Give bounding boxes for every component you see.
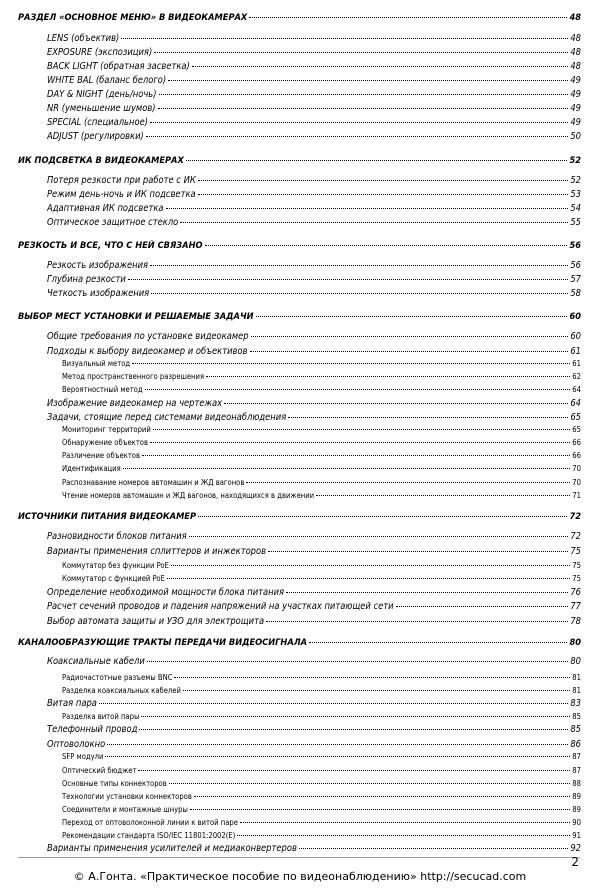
toc-entry-page: 89 [572, 805, 581, 814]
toc-entry-title: Адаптивная ИК подсветка [47, 203, 164, 214]
footer-divider [18, 857, 580, 858]
toc-entry[interactable] [47, 260, 581, 271]
toc-entry-page: 48 [570, 61, 581, 72]
toc-entry-page: 92 [570, 843, 581, 854]
toc-entry[interactable] [62, 766, 581, 775]
toc-entry[interactable] [47, 616, 581, 627]
toc-entry-title: Изображение видеокамер на чертежах [47, 398, 223, 409]
toc-dot-leader [192, 66, 569, 67]
toc-entry-title: Четкость изображения [47, 288, 150, 299]
toc-dot-leader [240, 822, 570, 823]
toc-entry-title: Рекомендации стандарта ISO/IEC 11801:2002(E) [62, 831, 236, 840]
toc-dot-leader [121, 38, 568, 39]
toc-dot-leader [150, 265, 568, 266]
toc-entry[interactable] [62, 831, 581, 840]
toc-entry-page: 81 [572, 673, 581, 682]
toc-entry[interactable] [18, 12, 581, 23]
toc-entry-page: 50 [570, 131, 581, 142]
toc-entry-page: 64 [572, 385, 581, 394]
toc-entry-title: Радиочастотные разъемы BNC [62, 673, 173, 682]
toc-dot-leader [167, 578, 570, 579]
toc-dot-leader [251, 336, 569, 337]
toc-entry-page: 48 [569, 12, 581, 23]
toc-entry[interactable] [62, 805, 581, 814]
toc-entry[interactable] [47, 61, 581, 72]
toc-dot-leader [166, 208, 569, 209]
toc-entry[interactable] [18, 637, 581, 648]
toc-entry-page: 70 [572, 478, 581, 487]
toc-entry[interactable] [47, 288, 581, 299]
toc-dot-leader [198, 194, 569, 195]
toc-entry-title: BACK LIGHT (обратная засветка) [47, 61, 190, 72]
toc-entry-title: ИСТОЧНИКИ ПИТАНИЯ ВИДЕОКАМЕР [18, 511, 196, 522]
toc-entry-title: NR (уменьшение шумов) [47, 103, 156, 114]
page-number: 2 [571, 855, 579, 869]
toc-dot-leader [158, 108, 569, 109]
toc-dot-leader [142, 455, 570, 456]
toc-dot-leader [183, 690, 570, 691]
toc-entry[interactable] [47, 724, 581, 735]
toc-dot-leader [224, 403, 568, 404]
toc-entry[interactable] [18, 240, 581, 251]
toc-entry-page: 70 [572, 464, 581, 473]
toc-entry-page: 66 [572, 438, 581, 447]
toc-entry-title: ИК ПОДСВЕТКА В ВИДЕОКАМЕРАХ [18, 155, 184, 166]
toc-entry-title: Общие требования по установке видеокамер [47, 331, 249, 342]
toc-entry-page: 56 [569, 240, 581, 251]
toc-dot-leader [132, 363, 570, 364]
toc-dot-leader [246, 482, 570, 483]
toc-dot-leader [146, 136, 569, 137]
toc-entry[interactable] [62, 385, 581, 394]
toc-entry[interactable] [47, 531, 581, 542]
toc-entry-page: 49 [570, 89, 581, 100]
toc-entry-page: 87 [572, 752, 581, 761]
toc-dot-leader [145, 389, 571, 390]
toc-entry-title: Варианты применения сплиттеров и инжекторов [47, 546, 267, 557]
toc-entry[interactable] [62, 712, 581, 721]
toc-entry[interactable] [47, 75, 581, 86]
toc-entry-page: 81 [572, 686, 581, 695]
toc-entry[interactable] [62, 792, 581, 801]
toc-entry[interactable] [62, 818, 581, 827]
toc-entry-page: 72 [570, 531, 581, 542]
toc-entry[interactable] [47, 47, 581, 58]
toc-entry-title: Определение необходимой мощности блока питания [47, 587, 285, 598]
toc-entry[interactable] [47, 217, 581, 228]
toc-dot-leader [123, 468, 571, 469]
toc-dot-leader [105, 756, 570, 757]
toc-entry-title: Распознавание номеров автомашин и ЖД вагонов [62, 478, 245, 487]
toc-entry-title: Различение объектов [62, 451, 141, 460]
toc-entry-page: 71 [572, 491, 581, 500]
toc-entry[interactable] [47, 203, 581, 214]
toc-dot-leader [194, 796, 570, 797]
toc-dot-leader [153, 429, 570, 430]
toc-dot-leader [150, 442, 570, 443]
toc-entry-page: 49 [570, 75, 581, 86]
toc-entry[interactable] [47, 398, 581, 409]
toc-entry[interactable] [62, 686, 581, 695]
toc-entry[interactable] [62, 425, 581, 434]
toc-entry[interactable] [62, 438, 581, 447]
toc-entry-page: 48 [570, 33, 581, 44]
toc-entry-title: Оптоволокно [47, 739, 106, 750]
toc-dot-leader [174, 677, 570, 678]
toc-dot-leader [171, 565, 570, 566]
toc-entry[interactable] [62, 673, 581, 682]
toc-dot-leader [299, 848, 568, 849]
toc-entry-title: Режим день-ночь и ИК подсветка [47, 189, 196, 200]
toc-entry[interactable] [47, 739, 581, 750]
toc-entry-title: КАНАЛООБРАЗУЮЩИЕ ТРАКТЫ ПЕРЕДАЧИ ВИДЕОСИГНАЛА [18, 637, 307, 648]
toc-entry-page: 52 [569, 155, 581, 166]
toc-entry-title: Вероятностный метод [62, 385, 143, 394]
toc-entry[interactable] [62, 451, 581, 460]
toc-entry-title: Идентификация [62, 464, 121, 473]
toc-entry[interactable] [47, 412, 581, 423]
toc-dot-leader [180, 222, 568, 223]
toc-entry[interactable] [47, 656, 581, 667]
toc-entry[interactable] [47, 89, 581, 100]
toc-dot-leader [128, 279, 569, 280]
toc-entry-title: Расчет сечений проводов и падения напряжений на участках питающей сети [47, 601, 394, 612]
toc-entry-title: Мониторинг территорий [62, 425, 151, 434]
toc-entry[interactable] [47, 131, 581, 142]
toc-entry-page: 66 [572, 451, 581, 460]
toc-entry-page: 75 [572, 574, 581, 583]
toc-entry-title: Задачи, стоящие перед системами видеонаблюдения [47, 412, 287, 423]
toc-entry-page: 78 [570, 616, 581, 627]
toc-entry-title: Технологии установки коннекторов [62, 792, 192, 801]
toc-entry-page: 60 [569, 311, 581, 322]
toc-entry-title: Оптическое защитное стекло [47, 217, 179, 228]
toc-entry-title: Метод пространственного разрешения [62, 372, 205, 381]
toc-dot-leader [139, 729, 568, 730]
toc-entry-title: Чтение номеров автомашин и ЖД вагонов, находящихся в движении [62, 491, 315, 500]
toc-entry-title: Подходы к выбору видеокамер и объективов [47, 346, 248, 357]
toc-dot-leader [99, 703, 568, 704]
toc-entry-page: 65 [570, 412, 581, 423]
toc-entry-page: 90 [572, 818, 581, 827]
toc-entry[interactable] [62, 752, 581, 761]
toc-dot-leader [159, 94, 569, 95]
toc-dot-leader [206, 376, 570, 377]
toc-entry-page: 58 [570, 288, 581, 299]
toc-entry-title: Разновидности блоков питания [47, 531, 187, 542]
toc-entry[interactable] [47, 175, 581, 186]
toc-entry-title: Глубина резкости [47, 274, 126, 285]
toc-entry[interactable] [47, 117, 581, 128]
toc-dot-leader [316, 495, 570, 496]
toc-entry-title: Разделка коаксиальных кабелей [62, 686, 181, 695]
toc-dot-leader [138, 770, 570, 771]
toc-entry[interactable] [47, 546, 581, 557]
toc-dot-leader [141, 716, 570, 717]
toc-entry[interactable] [62, 779, 581, 788]
toc-dot-leader [189, 536, 569, 537]
toc-entry-title: SFP модули [62, 752, 104, 761]
toc-entry[interactable] [62, 372, 581, 381]
toc-entry-title: Выбор автомата защиты и УЗО для электрощита [47, 616, 265, 627]
toc-entry-page: 88 [572, 779, 581, 788]
toc-entry-page: 80 [570, 656, 581, 667]
toc-entry-page: 76 [570, 587, 581, 598]
toc-entry[interactable] [62, 574, 581, 583]
toc-dot-leader [154, 52, 568, 53]
toc-entry-title: Резкость изображения [47, 260, 149, 271]
toc-entry[interactable] [62, 359, 581, 368]
toc-entry[interactable] [47, 274, 581, 285]
toc-dot-leader [288, 417, 568, 418]
toc-entry-page: 86 [570, 739, 581, 750]
toc-dot-leader [237, 835, 570, 836]
toc-entry-title: Соединители и монтажные шнуры [62, 805, 188, 814]
toc-entry-page: 62 [572, 372, 581, 381]
toc-entry-title: LENS (объектив) [47, 33, 120, 44]
toc-dot-leader [150, 122, 568, 123]
toc-dot-leader [169, 783, 571, 784]
toc-entry[interactable] [62, 491, 581, 500]
toc-entry[interactable] [47, 103, 581, 114]
toc-entry-title: Варианты применения усилителей и медиаконвертеров [47, 843, 297, 854]
toc-entry-title: Основные типы коннекторов [62, 779, 167, 788]
toc-entry-page: 75 [572, 561, 581, 570]
toc-entry-title: Витая пара [47, 698, 97, 709]
toc-dot-leader [266, 621, 568, 622]
toc-entry[interactable] [47, 601, 581, 612]
toc-dot-leader [205, 245, 568, 246]
toc-entry-page: 75 [570, 546, 581, 557]
toc-entry-page: 77 [570, 601, 581, 612]
toc-entry[interactable] [18, 311, 581, 322]
toc-entry[interactable] [18, 155, 581, 166]
toc-entry-title: Коммутатор без функции PoE [62, 561, 169, 570]
toc-dot-leader [107, 744, 568, 745]
toc-entry-title: EXPOSURE (экспозиция) [47, 47, 153, 58]
toc-entry-page: 60 [570, 331, 581, 342]
toc-entry-page: 65 [572, 425, 581, 434]
toc-dot-leader [268, 551, 568, 552]
toc-entry-page: 53 [570, 189, 581, 200]
toc-entry-page: 57 [570, 274, 581, 285]
toc-entry-title: Визуальный метод [62, 359, 131, 368]
toc-entry-page: 85 [572, 712, 581, 721]
toc-dot-leader [396, 606, 569, 607]
toc-entry-title: Потеря резкости при работе с ИК [47, 175, 196, 186]
toc-dot-leader [147, 661, 569, 662]
toc-entry-page: 55 [570, 217, 581, 228]
toc-entry-title: Телефонный провод [47, 724, 138, 735]
footer-text: © А.Гонта. «Практическое пособие по видеонаблюдению» http://secucad.com [73, 870, 527, 883]
toc-entry-title: Оптический бюджет [62, 766, 137, 775]
toc-entry-page: 87 [572, 766, 581, 775]
toc-dot-leader [198, 516, 567, 517]
toc-dot-leader [256, 316, 568, 317]
toc-entry-title: РЕЗКОСТЬ И ВСЕ, ЧТО С НЕЙ СВЯЗАНО [18, 240, 203, 251]
toc-entry[interactable] [62, 561, 581, 570]
toc-entry-page: 61 [572, 359, 581, 368]
toc-entry-page: 83 [570, 698, 581, 709]
toc-entry-page: 48 [570, 47, 581, 58]
toc-entry-title: SPECIAL (специальное) [47, 117, 148, 128]
toc-entry[interactable] [47, 346, 581, 357]
toc-entry[interactable] [18, 511, 581, 522]
toc-entry-title: WHITE BAL (баланс белого) [47, 75, 167, 86]
toc-entry[interactable] [62, 478, 581, 487]
toc-entry-page: 91 [572, 831, 581, 840]
toc-entry[interactable] [47, 698, 581, 709]
toc-dot-leader [250, 351, 569, 352]
toc-entry-title: Обнаружение объектов [62, 438, 148, 447]
toc-entry-page: 52 [570, 175, 581, 186]
toc-entry[interactable] [62, 464, 581, 473]
toc-entry[interactable] [47, 587, 581, 598]
toc-entry-title: ВЫБОР МЕСТ УСТАНОВКИ И РЕШАЕМЫЕ ЗАДАЧИ [18, 311, 254, 322]
toc-entry-page: 49 [570, 117, 581, 128]
toc-entry-page: 61 [570, 346, 581, 357]
toc-dot-leader [168, 80, 568, 81]
toc-dot-leader [198, 180, 569, 181]
toc-entry[interactable] [47, 189, 581, 200]
toc-entry-title: РАЗДЕЛ «ОСНОВНОЕ МЕНЮ» В ВИДЕОКАМЕРАХ [18, 12, 248, 23]
toc-entry-page: 85 [570, 724, 581, 735]
toc-entry-title: Коммутатор с функцией PoE [62, 574, 165, 583]
toc-entry[interactable] [47, 33, 581, 44]
toc-entry-title: Переход от оптоволоконной линии к витой паре [62, 818, 238, 827]
toc-dot-leader [151, 293, 568, 294]
toc-dot-leader [309, 642, 567, 643]
toc-entry-page: 72 [569, 511, 581, 522]
toc-entry-title: Разделка витой пары [62, 712, 140, 721]
toc-dot-leader [286, 592, 568, 593]
toc-entry[interactable] [47, 331, 581, 342]
toc-entry-page: 80 [569, 637, 581, 648]
toc-dot-leader [186, 160, 568, 161]
toc-dot-leader [190, 809, 570, 810]
toc-entry-title: Коаксиальные кабели [47, 656, 145, 667]
toc-entry[interactable] [47, 843, 581, 854]
toc-dot-leader [249, 17, 567, 18]
toc-entry-title: DAY & NIGHT (день/ночь) [47, 89, 157, 100]
toc-entry-page: 64 [570, 398, 581, 409]
toc-entry-title: ADJUST (регулировки) [47, 131, 144, 142]
toc-entry-page: 54 [570, 203, 581, 214]
toc-entry-page: 49 [570, 103, 581, 114]
toc-entry-page: 89 [572, 792, 581, 801]
toc-entry-page: 56 [570, 260, 581, 271]
